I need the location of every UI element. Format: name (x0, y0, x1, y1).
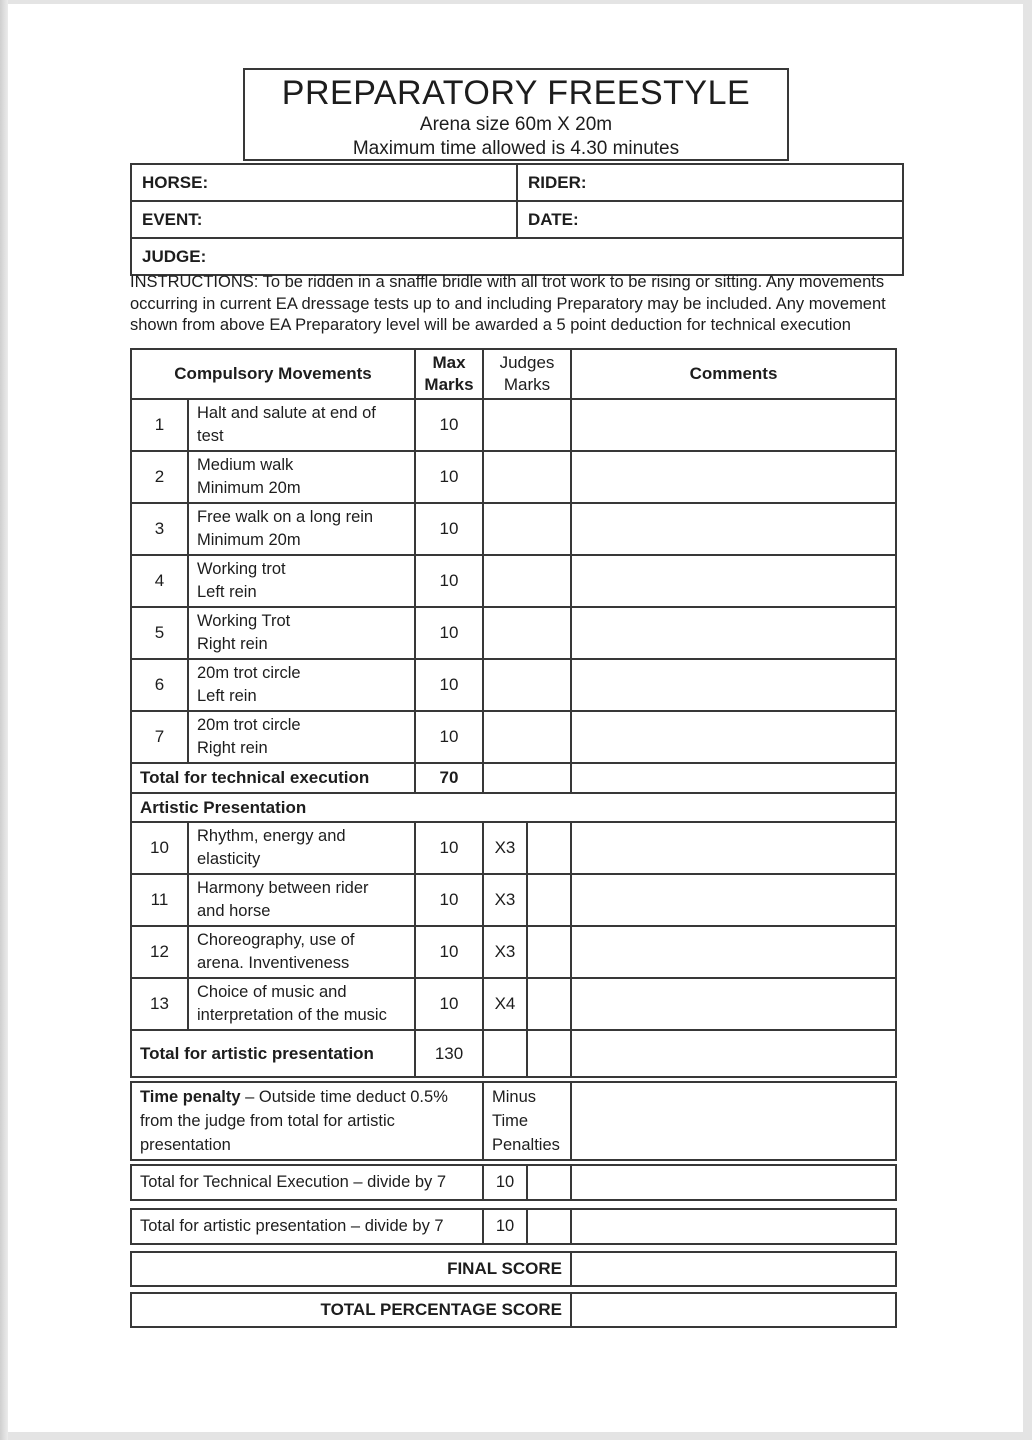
judges-marks-cell (483, 711, 571, 763)
date-field: DATE: (517, 201, 903, 238)
movement-number: 3 (131, 503, 188, 555)
table-header-row (131, 349, 896, 399)
arena-size-text: Arena size 60m X 20m (419, 114, 613, 135)
main-score-table (130, 348, 897, 1078)
rider-field: RIDER: (517, 164, 903, 201)
page-title: PREPARATORY FREESTYLE (281, 74, 751, 112)
multiplier-cell: X3 (483, 926, 527, 978)
judges-marks-cell (483, 399, 571, 451)
artistic-row-12 (131, 926, 896, 978)
artistic-row-11 (131, 874, 896, 926)
movement-row-3 (131, 503, 896, 555)
movement-row-2 (131, 451, 896, 503)
total-artistic-row (131, 1030, 896, 1077)
comments-cell (571, 711, 896, 763)
max-marks-value: 10 (415, 926, 483, 978)
judges-marks-cell (527, 1030, 571, 1077)
total-artistic-value: 130 (415, 1030, 483, 1077)
divide-artistic-value: 10 (483, 1209, 527, 1244)
max-marks-value: 10 (415, 607, 483, 659)
info-row-event-date (131, 201, 903, 238)
max-marks-value: 10 (415, 978, 483, 1030)
artistic-row-13 (131, 978, 896, 1030)
judges-marks-cell (527, 978, 571, 1030)
multiplier-cell: X3 (483, 822, 527, 874)
total-percentage-table (130, 1292, 897, 1328)
max-marks-value: 10 (415, 451, 483, 503)
score-tables (130, 348, 895, 1328)
divide-technical-value: 10 (483, 1165, 527, 1200)
comments-cell (571, 926, 896, 978)
entry-info-table (130, 163, 904, 276)
final-score-row (131, 1252, 896, 1286)
judges-marks-cell (483, 607, 571, 659)
movement-number: 12 (131, 926, 188, 978)
time-penalty-label: Time penalty – Outside time deduct 0.5% from the judge from total for artistic presentation (131, 1082, 483, 1160)
movement-number: 1 (131, 399, 188, 451)
event-field: EVENT: (131, 201, 517, 238)
total-percentage-row (131, 1293, 896, 1327)
max-marks-value: 10 (415, 399, 483, 451)
total-percentage-value-cell (571, 1293, 896, 1327)
divide-artistic-table (130, 1208, 897, 1245)
movement-description: 20m trot circle Left rein (188, 659, 415, 711)
movement-number: 11 (131, 874, 188, 926)
movement-row-1 (131, 399, 896, 451)
judges-marks-cell (483, 555, 571, 607)
divide-technical-table (130, 1164, 897, 1201)
max-marks-value: 10 (415, 555, 483, 607)
comments-cell (571, 1165, 896, 1200)
total-technical-value: 70 (415, 763, 483, 793)
score-sheet-page (8, 4, 1023, 1432)
comments-cell (571, 451, 896, 503)
divide-artistic-row (131, 1209, 896, 1244)
max-marks-value: 10 (415, 503, 483, 555)
col-header-movements: Compulsory Movements (131, 349, 415, 399)
total-artistic-label: Total for artistic presentation (131, 1030, 415, 1077)
movement-description: Medium walk Minimum 20m (188, 451, 415, 503)
info-row-judge (131, 238, 903, 275)
movement-number: 2 (131, 451, 188, 503)
horse-field: HORSE: (131, 164, 517, 201)
comments-cell (571, 1082, 896, 1160)
divide-technical-label: Total for Technical Execution – divide by 7 (131, 1165, 483, 1200)
judges-marks-cell (527, 1209, 571, 1244)
col-header-judges-marks: Judges Marks (483, 349, 571, 399)
movement-row-6 (131, 659, 896, 711)
max-marks-value: 10 (415, 822, 483, 874)
judge-field: JUDGE: (131, 238, 903, 275)
movement-description: Halt and salute at end of test (188, 399, 415, 451)
movement-description: Free walk on a long rein Minimum 20m (188, 503, 415, 555)
artistic-presentation-heading: Artistic Presentation (131, 793, 896, 822)
judges-marks-cell (527, 926, 571, 978)
comments-cell (571, 1209, 896, 1244)
divide-artistic-label: Total for artistic presentation – divide by 7 (131, 1209, 483, 1244)
movement-row-7 (131, 711, 896, 763)
info-row-horse-rider (131, 164, 903, 201)
movement-row-4 (131, 555, 896, 607)
comments-cell (571, 763, 896, 793)
comments-cell (571, 555, 896, 607)
judges-marks-cell (483, 763, 571, 793)
judges-marks-cell (527, 874, 571, 926)
movement-number: 5 (131, 607, 188, 659)
total-percentage-label: TOTAL PERCENTAGE SCORE (131, 1293, 571, 1327)
comments-cell (571, 978, 896, 1030)
movement-number: 13 (131, 978, 188, 1030)
max-marks-value: 10 (415, 711, 483, 763)
multiplier-cell (483, 1030, 527, 1077)
total-technical-label: Total for technical execution (131, 763, 415, 793)
comments-cell (571, 822, 896, 874)
col-header-max-marks: Max Marks (415, 349, 483, 399)
judges-marks-cell (483, 659, 571, 711)
final-score-value-cell (571, 1252, 896, 1286)
comments-cell (571, 607, 896, 659)
col-header-comments: Comments (571, 349, 896, 399)
judges-marks-cell (483, 503, 571, 555)
movement-row-5 (131, 607, 896, 659)
artistic-row-10 (131, 822, 896, 874)
judges-marks-cell (483, 451, 571, 503)
comments-cell (571, 1030, 896, 1077)
judges-marks-cell (527, 1165, 571, 1200)
divide-technical-row (131, 1165, 896, 1200)
movement-description: Working trot Left rein (188, 555, 415, 607)
multiplier-cell: X4 (483, 978, 527, 1030)
movement-number: 10 (131, 822, 188, 874)
scan-edge-shadow (0, 0, 8, 1440)
title-box (243, 68, 789, 161)
final-score-label: FINAL SCORE (131, 1252, 571, 1286)
comments-cell (571, 659, 896, 711)
movement-number: 6 (131, 659, 188, 711)
comments-cell (571, 399, 896, 451)
movement-number: 4 (131, 555, 188, 607)
movement-description: 20m trot circle Right rein (188, 711, 415, 763)
time-penalty-table (130, 1081, 897, 1161)
movement-description: Harmony between rider and horse (188, 874, 415, 926)
artistic-presentation-heading-row (131, 793, 896, 822)
judges-marks-cell (527, 822, 571, 874)
max-marks-value: 10 (415, 659, 483, 711)
movement-description: Choice of music and interpretation of the music (188, 978, 415, 1030)
movement-description: Working Trot Right rein (188, 607, 415, 659)
movement-number: 7 (131, 711, 188, 763)
movement-description: Rhythm, energy and elasticity (188, 822, 415, 874)
movement-description: Choreography, use of arena. Inventiveness (188, 926, 415, 978)
final-score-table (130, 1251, 897, 1287)
max-time-text: Maximum time allowed is 4.30 minutes (352, 138, 680, 159)
max-marks-value: 10 (415, 874, 483, 926)
multiplier-cell: X3 (483, 874, 527, 926)
minus-time-penalties-cell: Minus Time Penalties (483, 1082, 571, 1160)
time-penalty-row (131, 1082, 896, 1160)
comments-cell (571, 503, 896, 555)
total-technical-row (131, 763, 896, 793)
comments-cell (571, 874, 896, 926)
instructions-paragraph: INSTRUCTIONS: To be ridden in a snaffle bridle with all trot work to be rising or sitting. Any movements occurring in current EA dressage tests up to and including Preparatory may be included. Any movement shown from above EA Preparatory level will be awarded a 5 point deduction for technical execution (130, 273, 886, 334)
